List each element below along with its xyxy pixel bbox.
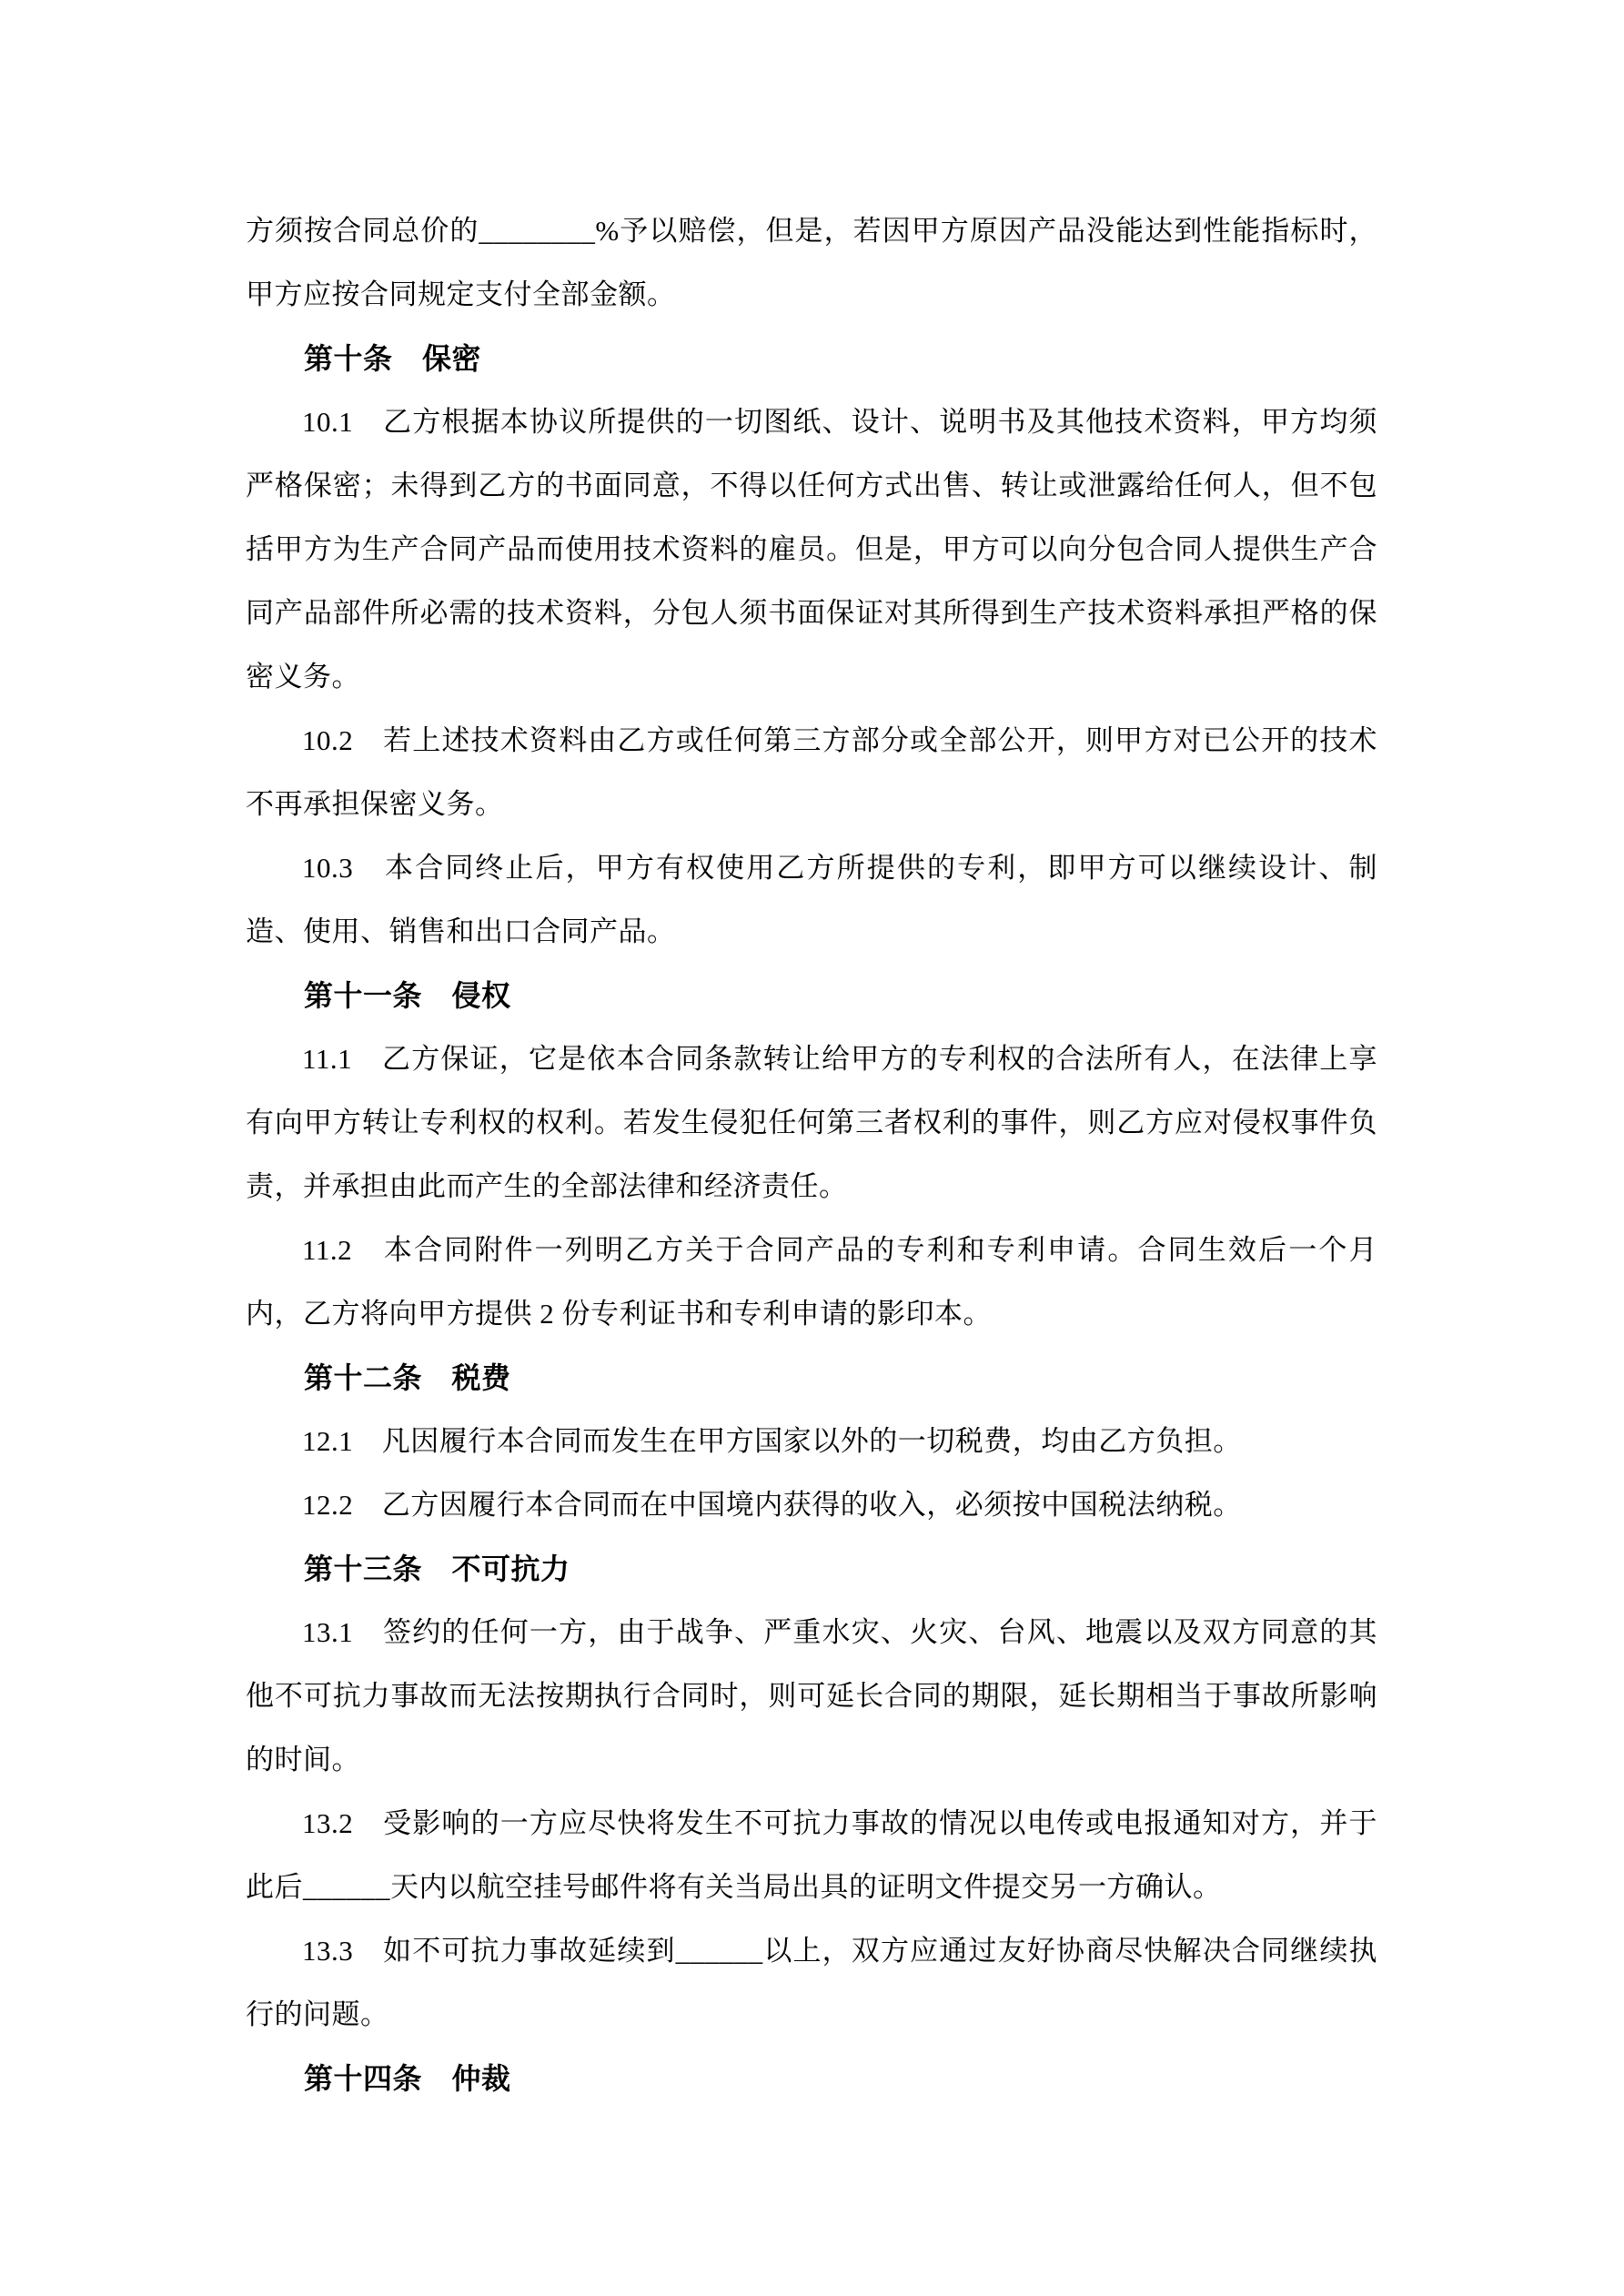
contract-clause-13-1: 13.1 签约的任何一方，由于战争、严重水灾、火灾、台风、地震以及双方同意的其他不可抗力事故而无法按期执行合同时，则可延长合同的期限，延长期相当于事故所影响的时间。: [246, 1616, 1377, 1775]
contract-clause-10-1: 10.1 乙方根据本协议所提供的一切图纸、设计、说明书及其他技术资料，甲方均须严格保密；未得到乙方的书面同意，不得以任何方式出售、转让或泄露给任何人，但不包括甲方为生产合同产品而使用技术资料的雇员。但是，甲方可以向分包合同人提供生产合同产品部件所必需的技术资料，分包人须书面保证对其所得到生产技术资料承担严格的保密义务。: [246, 406, 1377, 693]
contract-clause-13-3: 13.3 如不可抗力事故延续到______以上，双方应通过友好协商尽快解决合同继续执行的问题。: [246, 1935, 1377, 2030]
contract-clause-10-3: 10.3 本合同终止后，甲方有权使用乙方所提供的专利，即甲方可以继续设计、制造、使用、销售和出口合同产品。: [246, 852, 1377, 947]
contract-clause-13-2: 13.2 受影响的一方应尽快将发生不可抗力事故的情况以电传或电报通知对方，并于此后______天内以航空挂号邮件将有关当局出具的证明文件提交另一方确认。: [246, 1807, 1377, 1903]
section-heading-article-14: 第十四条 仲裁: [304, 2062, 511, 2095]
contract-clause-12-2: 12.2 乙方因履行本合同而在中国境内获得的收入，必须按中国税法纳税。: [302, 1489, 1242, 1521]
section-heading-article-11: 第十一条 侵权: [304, 979, 511, 1012]
contract-clause-11-2: 11.2 本合同附件一列明乙方关于合同产品的专利和专利申请。合同生效后一个月内，乙方将向甲方提供 2 份专利证书和专利申请的影印本。: [246, 1234, 1377, 1330]
contract-paragraph-continuation: 方须按合同总价的________%予以赔偿，但是，若因甲方原因产品没能达到性能指标时，甲方应按合同规定支付全部金额。: [246, 215, 1377, 310]
section-heading-article-13: 第十三条 不可抗力: [304, 1553, 570, 1585]
section-heading-article-10: 第十条 保密: [304, 342, 482, 375]
contract-clause-11-1: 11.1 乙方保证，它是依本合同条款转让给甲方的专利权的合法所有人，在法律上享有向甲方转让专利权的权利。若发生侵犯任何第三者权利的事件，则乙方应对侵权事件负责，并承担由此而产生的全部法律和经济责任。: [246, 1043, 1377, 1202]
contract-clause-10-2: 10.2 若上述技术资料由乙方或任何第三方部分或全部公开，则甲方对已公开的技术不再承担保密义务。: [246, 724, 1377, 820]
contract-clause-12-1: 12.1 凡因履行本合同而发生在甲方国家以外的一切税费，均由乙方负担。: [302, 1425, 1242, 1457]
section-heading-article-12: 第十二条 税费: [304, 1361, 511, 1394]
